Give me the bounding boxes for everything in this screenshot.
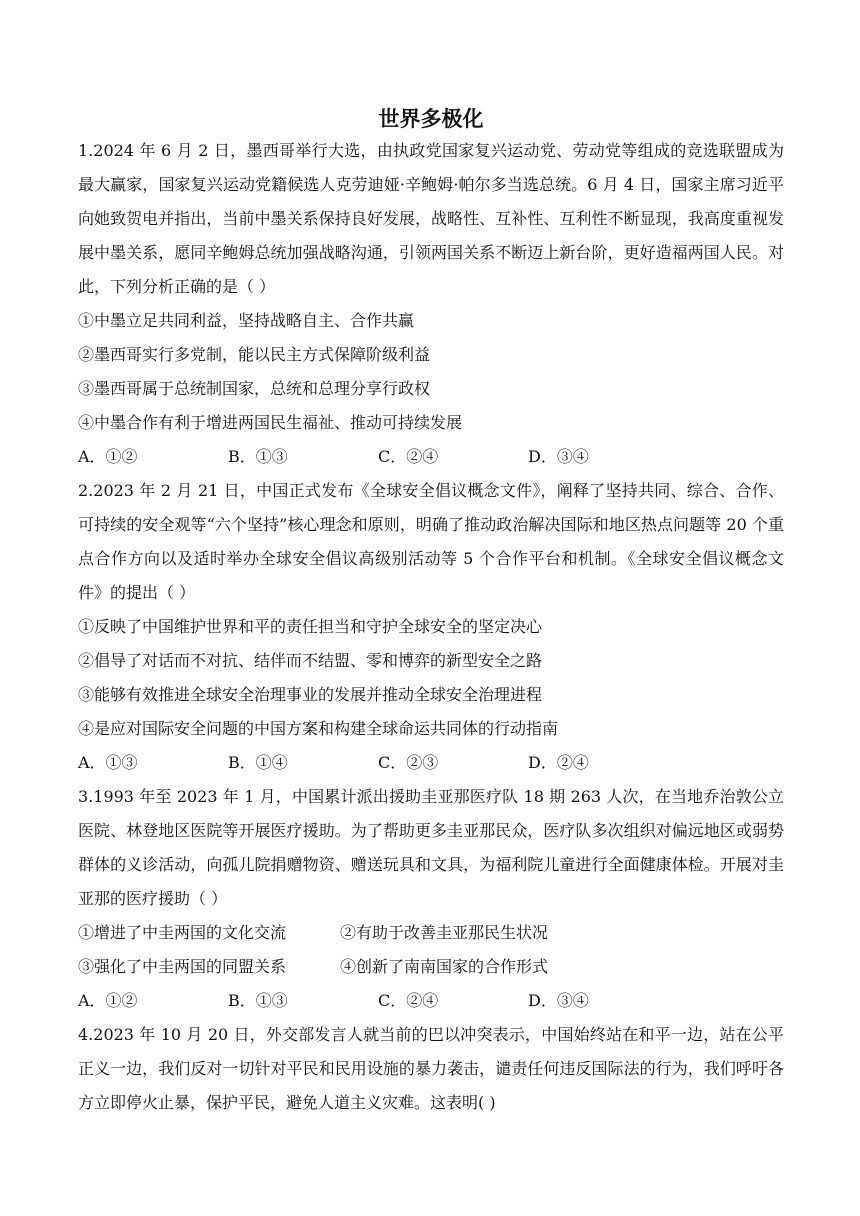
answer-c[interactable]: C．②④ xyxy=(378,447,439,466)
answer-d[interactable]: D．③④ xyxy=(528,991,589,1010)
option-2: ②有助于改善圭亚那民生状况 xyxy=(340,923,549,942)
answer-c[interactable]: C．②④ xyxy=(378,991,439,1010)
answer-choices xyxy=(78,746,784,780)
answer-b[interactable]: B．①③ xyxy=(228,447,288,466)
question-stem: 4.2023 年 10 月 20 日，外交部发言人就当前的巴以冲突表示，中国始终站在和平一边，站在公平正义一边，我们反对一切针对平民和民用设施的暴力袭击，谴责任何违反国际法的行为，我们呼吁各方立即停火止暴，保护平民，避免人道主义灾难。这表明( ) xyxy=(78,1025,784,1112)
option-4: ④中墨合作有利于增进两国民生福祉、推动可持续发展 xyxy=(78,413,463,432)
answer-a[interactable]: A．①② xyxy=(78,447,138,466)
answer-choices xyxy=(78,984,784,1018)
answer-c[interactable]: C．②③ xyxy=(378,753,439,772)
answer-d[interactable]: D．②④ xyxy=(528,753,589,772)
option-3: ③能够有效推进全球安全治理事业的发展并推动全球安全治理进程 xyxy=(78,685,543,704)
answer-b[interactable]: B．①③ xyxy=(228,991,288,1010)
question-stem: 1.2024 年 6 月 2 日，墨西哥举行大选，由执政党国家复兴运动党、劳动党等组成的竞选联盟成为最大赢家，国家复兴运动党籍候选人克劳迪娅·辛鲍姆·帕尔多当选总统。6 月 4 日，国家主席习近平向她致贺电并指出，当前中墨关系保持良好发展，战略性、互补性、互利性不断显现，我高度重视发展中墨关系，愿同辛鲍姆总统加强战略沟通，引领两国关系不断迈上新台阶，更好造福两国人民。对此，下列分析正确的是（ ） xyxy=(78,141,784,296)
option-1: ①中墨立足共同利益，坚持战略自主、合作共赢 xyxy=(78,311,415,330)
option-4: ④创新了南南国家的合作形式 xyxy=(340,957,549,976)
option-row-2 xyxy=(78,950,784,984)
option-row-1 xyxy=(78,916,784,950)
page-title: 世界多极化 xyxy=(378,106,484,131)
option-2: ②倡导了对话而不对抗、结伴而不结盟、零和博弈的新型安全之路 xyxy=(78,651,543,670)
question-2 xyxy=(78,474,784,780)
option-3: ③墨西哥属于总统制国家，总统和总理分享行政权 xyxy=(78,379,431,398)
question-stem: 3.1993 年至 2023 年 1 月，中国累计派出援助圭亚那医疗队 18 期 263 人次，在当地乔治敦公立医院、林登地区医院等开展医疗援助。为了帮助更多圭亚那民众，医疗队多次组织对偏远地区或弱势群体的义诊活动，向孤儿院捐赠物资、赠送玩具和文具，为福利院儿童进行全面健康体检。开展对圭亚那的医疗援助（ ） xyxy=(78,787,784,908)
answer-a[interactable]: A．①② xyxy=(78,991,138,1010)
option-1: ①增进了中圭两国的文化交流 xyxy=(78,923,287,942)
answer-b[interactable]: B．①④ xyxy=(228,753,288,772)
answer-choices xyxy=(78,440,784,474)
option-1: ①反映了中国维护世界和平的责任担当和守护全球安全的坚定决心 xyxy=(78,617,543,636)
question-1 xyxy=(78,134,784,474)
document-page xyxy=(78,104,784,1120)
option-4: ④是应对国际安全问题的中国方案和构建全球命运共同体的行动指南 xyxy=(78,719,559,738)
question-stem: 2.2023 年 2 月 21 日，中国正式发布《全球安全倡议概念文件》，阐释了坚持共同、综合、合作、可持续的安全观等“六个坚持”核心理念和原则，明确了推动政治解决国际和地区热点问题等 20 个重点合作方向以及适时举办全球安全倡议高级别活动等 5 个合作平台和机制。《全球安全倡议概念文件》的提出（ ） xyxy=(78,481,784,602)
question-3 xyxy=(78,780,784,1018)
question-4 xyxy=(78,1018,784,1120)
option-2: ②墨西哥实行多党制，能以民主方式保障阶级利益 xyxy=(78,345,431,364)
answer-d[interactable]: D．③④ xyxy=(528,447,589,466)
option-3: ③强化了中圭两国的同盟关系 xyxy=(78,957,287,976)
answer-a[interactable]: A．①③ xyxy=(78,753,138,772)
